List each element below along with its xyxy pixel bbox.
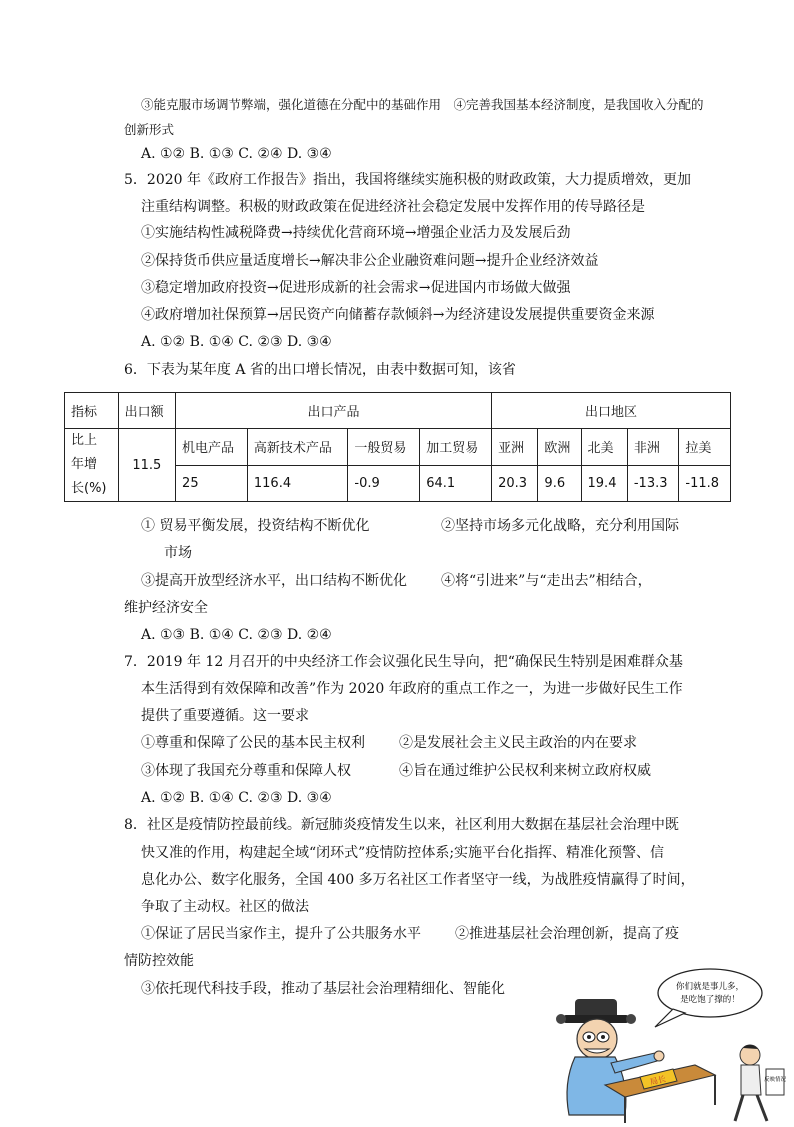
table-category: 加工贸易: [420, 429, 492, 466]
q8-option-2-continued: 情防控效能: [124, 953, 194, 969]
table-value: 9.6: [538, 465, 581, 502]
cartoon-drawing: [545, 965, 794, 1123]
q8-stem-line3: 息化办公、数字化服务，全国 400 多万名社区工作者坚守一线，为战胜疫情赢得了时间，: [141, 872, 695, 888]
q4-option-4-continued: 创新形式: [124, 122, 175, 137]
q6-option-1: ① 贸易平衡发展，投资结构不断优化: [141, 518, 370, 534]
export-growth-table: [64, 392, 731, 502]
table-export-value: 11.5: [118, 429, 175, 502]
q7-option-2: ②是发展社会主义民主政治的内在要求: [399, 735, 637, 751]
q5-stem-line2: 注重结构调整。积极的财政政策在促进经济社会稳定发展中发挥作用的传导路径是: [141, 199, 645, 215]
table-value: 25: [176, 465, 248, 502]
q5-option-3: ③稳定增加政府投资→促进形成新的社会需求→促进国内市场做大做强: [141, 280, 571, 296]
q5-option-2: ②保持货币供应量适度增长→解决非公企业融资难问题→提升企业经济效益: [141, 253, 599, 269]
q4-answers: A. ①② B. ①③ C. ②④ D. ③④: [141, 146, 332, 162]
speech-line-2: 是吃饱了撑的！: [680, 995, 740, 1005]
table-value: -11.8: [679, 465, 731, 502]
q7-stem-line3: 提供了重要遵循。这一要求: [141, 708, 309, 724]
q6-option-2: ②坚持市场多元化战略，充分利用国际: [441, 518, 679, 534]
table-header-products: 出口产品: [176, 393, 492, 429]
row-label-line: 比上: [71, 433, 98, 448]
q6-option-4: ④将“引进来”与“走出去”相结合，: [441, 573, 652, 589]
table-category: 机电产品: [176, 429, 248, 466]
table-header-indicator: 指标: [65, 393, 119, 429]
q8-option-1: ①保证了居民当家作主，提升了公共服务水平: [141, 926, 421, 942]
table-header-export: 出口额: [118, 393, 175, 429]
table-category: 欧洲: [538, 429, 581, 466]
q6-answers: A. ①③ B. ①④ C. ②③ D. ②④: [141, 627, 332, 643]
table-value: 19.4: [581, 465, 627, 502]
q8-stem-line2: 快又准的作用，构建起全域“闭环式”疫情防控体系;实施平台化指挥、精准化预警、信: [141, 845, 665, 861]
table-category: 亚洲: [492, 429, 538, 466]
q5-option-1: ①实施结构性减税降费→持续优化营商环境→增强企业活力及发展后劲: [141, 225, 571, 241]
table-header-regions: 出口地区: [492, 393, 731, 429]
q7-option-1: ①尊重和保障了公民的基本民主权利: [141, 735, 365, 751]
q7-option-4: ④旨在通过维护公民权利来树立政府权威: [399, 763, 651, 779]
table-category: 高新技术产品: [247, 429, 348, 466]
table-category: 拉美: [679, 429, 731, 466]
nameplate-text: 局长: [649, 1074, 667, 1087]
table-value: 20.3: [492, 465, 538, 502]
table-value: 116.4: [247, 465, 348, 502]
q6-stem: 6．下表为某年度 A 省的出口增长情况，由表中数据可知，该省: [124, 362, 516, 378]
q7-answers: A. ①② B. ①④ C. ②③ D. ③④: [141, 790, 332, 806]
table-value: -0.9: [348, 465, 420, 502]
q8-stem-line1: 8．社区是疫情防控最前线。新冠肺炎疫情发生以来，社区利用大数据在基层社会治理中既: [124, 817, 679, 833]
q8-option-2: ②推进基层社会治理创新，提高了疫: [455, 926, 679, 942]
q4-option-3-4: ③能克服市场调节弊端，强化道德在分配中的基础作用 ④完善我国基本经济制度，是我国收入分配的: [141, 97, 704, 112]
row-label-line: 年增: [71, 457, 98, 472]
speech-line-1: 你们就是事儿多，: [675, 982, 745, 992]
q6-option-3: ③提高开放型经济水平，出口结构不断优化: [141, 573, 407, 589]
q5-stem-line1: 5．2020 年《政府工作报告》指出，我国将继续实施积极的财政政策，大力提质增效，更加: [124, 172, 691, 188]
table-value: 64.1: [420, 465, 492, 502]
q7-option-3: ③体现了我国充分尊重和保障人权: [141, 763, 351, 779]
table-row-label: [65, 429, 119, 502]
petitioner-body: [741, 1065, 761, 1095]
table-category: 一般贸易: [348, 429, 420, 466]
q7-stem-line1: 7．2019 年 12 月召开的中央经济工作会议强化民生导向，把“确保民生特别是困难群众基: [124, 654, 683, 670]
table-value: -13.3: [627, 465, 679, 502]
table-category: 北美: [581, 429, 627, 466]
q6-option-4-continued: 维护经济安全: [124, 600, 208, 616]
petition-paper-text: 反映情况: [763, 1077, 787, 1083]
row-label-line: 长(%): [71, 481, 107, 496]
q8-stem-line4: 争取了主动权。社区的做法: [141, 899, 309, 915]
q6-option-2-continued: 市场: [164, 545, 192, 561]
q5-answers: A. ①② B. ①④ C. ②③ D. ③④: [141, 334, 332, 350]
table-category: 非洲: [627, 429, 679, 466]
q7-stem-line2: 本生活得到有效保障和改善”作为 2020 年政府的重点工作之一，为进一步做好民生工作: [141, 681, 683, 697]
q8-option-3: ③依托现代科技手段，推动了基层社会治理精细化、智能化: [141, 981, 505, 997]
q5-option-4: ④政府增加社保预算→居民资产向储蓄存款倾斜→为经济建设发展提供重要资金来源: [141, 307, 655, 323]
satirical-cartoon: [545, 965, 794, 1123]
